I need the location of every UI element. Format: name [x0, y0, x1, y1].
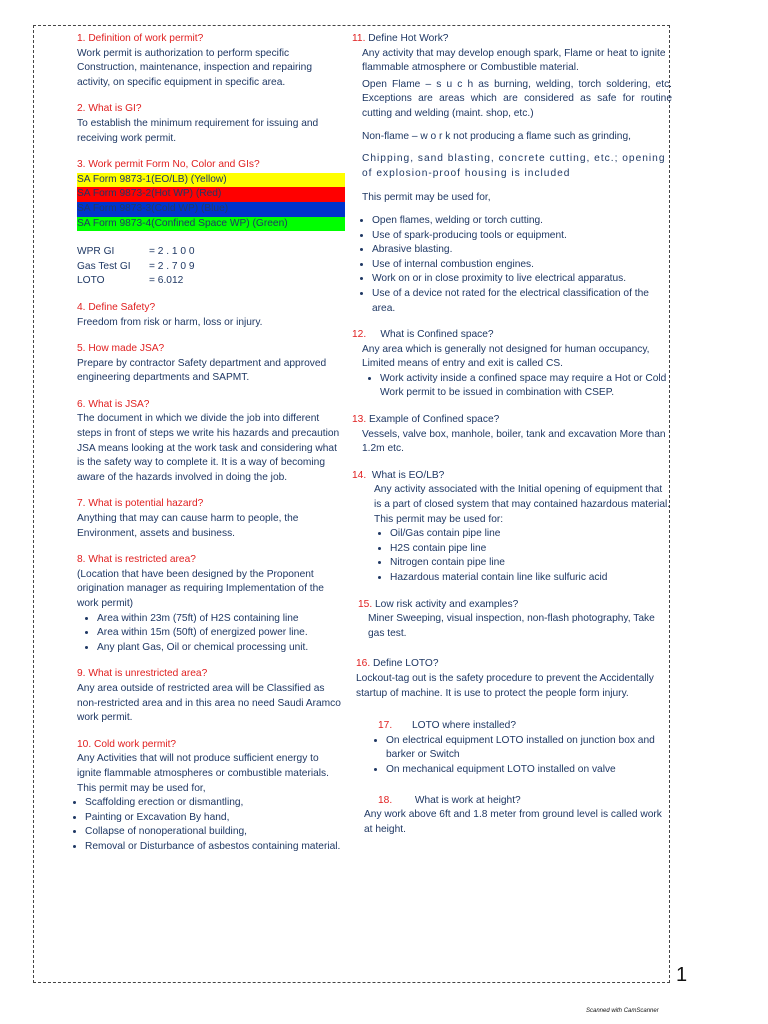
answer-8: (Location that have been designed by the Proponent origination manager as requiring Implementation of the work permit): [77, 568, 324, 609]
page-number: 1: [676, 964, 688, 986]
form-blue: SA Form 9873-3(Cold WP) (Blue): [77, 202, 345, 217]
section-5: [77, 342, 345, 386]
restricted-area-list: [77, 612, 345, 656]
answer-11-non-flame: Non-flame – w o r k not producing a flame such as grinding,: [362, 130, 631, 142]
eolb-list: [352, 527, 672, 585]
answer-14: Any activity associated with the Initial opening of equipment that is a part of closed system that may contained hazardous material.: [374, 484, 671, 511]
answer-6: The document in which we divide the job into different steps in front of steps we write his hazards and precaution JSA means looking at the work task and considering what is the safety way to complete it. It is a way of becoming aware of the hazards involved in doing the job.: [77, 413, 340, 483]
answer-11-chipping: Chipping, sand blasting, concrete cutting, etc.; opening of explosion-proof housing is included: [362, 153, 666, 179]
list-item: • Work on or in close proximity to live electrical apparatus.: [372, 272, 672, 287]
question-11: Define Hot Work?: [368, 33, 449, 44]
question-15: Low risk activity and examples?: [375, 598, 519, 610]
question-7: 7. What is potential hazard?: [77, 498, 204, 510]
list-item: • Area within 23m (75ft) of H2S containing line: [97, 612, 345, 627]
answer-13: Vessels, valve box, manhole, boiler, tank and excavation More than 1.2m etc.: [362, 428, 666, 455]
loto-list: [376, 734, 672, 778]
list-item: • Area within 15m (50ft) of energized power line.: [97, 626, 345, 641]
section-2: [77, 102, 345, 146]
answer-14-intro: This permit may be used for:: [374, 513, 504, 525]
question-9: 9. What is unrestricted area?: [77, 668, 208, 680]
list-item: • Use of spark-producing tools or equipment.: [372, 229, 672, 244]
section-14: 14. What is EO/LB? Any activity associated with the Initial opening of equipment that is a part of closed system that may contained hazardous material. This permit may be used for: • Oil/Gas contain pipe line • H2S contain pipe line • Nitrogen contain pipe line • Hazardous material contain line like sulfuric acid: [352, 469, 672, 586]
answer-10-intro: This permit may be used for,: [77, 782, 206, 794]
question-10: 10. Cold work permit?: [77, 738, 177, 750]
list-item: • H2S contain pipe line: [390, 542, 672, 557]
question-5: 5. How made JSA?: [77, 343, 165, 355]
section-10: [77, 738, 345, 855]
answer-11-intro: This permit may be used for,: [362, 192, 491, 204]
section-6: [77, 398, 345, 486]
question-17: LOTO where installed?: [412, 720, 517, 732]
list-item: • Hazardous material contain line like sulfuric acid: [390, 571, 672, 586]
answer-5: Prepare by contractor Safety department and approved engineering departments and SAPMT.: [77, 357, 327, 384]
form-red: SA Form 9873-2(Hot WP) (Red): [77, 187, 345, 202]
section-9: [77, 667, 345, 725]
list-item: • Any plant Gas, Oil or chemical processing unit.: [97, 641, 345, 656]
section-7: [77, 497, 345, 541]
question-8: 8. What is restricted area?: [77, 554, 196, 566]
section-17: 17. LOTO where installed? • On electrical equipment LOTO installed on junction box and barker or Switch • On mechanical equipment LOTO installed on valve: [352, 719, 672, 777]
section-11: 11. Define Hot Work? Any activity that may develop enough spark, Flame or heat to ignite flammable atmosphere or Combustible material. Open Flame – s u c h as burning, welding, torch soldering, etc. Exceptions are areas which are considered as safe for routine cutting and welding (maint. shop, etc.) Non-flame – w o r k not producing a flame such as grinding, Chipping, sand blasting, concrete cutting, etc.; opening of explosion-proof housing is included This permit may be used for, • Open flames, welding or torch cutting. • Use of spark-producing tools or equipment. • Abrasive blasting. • Use of internal combustion engines. • Work on or in close proximity to live electrical apparatus. • Use of a device not rated for the electrical classification of the area.: [352, 32, 672, 316]
list-item: • On mechanical equipment LOTO installed on valve: [386, 763, 672, 778]
list-item: • Use of a device not rated for the electrical classification of the area.: [372, 287, 672, 316]
question-12: What is Confined space?: [380, 329, 494, 341]
form-yellow: SA Form 9873-1(EO/LB) (Yellow): [77, 173, 345, 188]
answer-15: Miner Sweeping, visual inspection, non-flash photography, Take gas test.: [368, 613, 655, 639]
answer-16: Lockout-tag out is the safety procedure to prevent the Accidentally startup of machine. It is use to protect the people form injury.: [356, 672, 654, 699]
question-3: 3. Work permit Form No, Color and GIs?: [77, 159, 260, 171]
answer-18: Any work above 6ft and 1.8 meter from ground level is called work at height.: [364, 809, 662, 835]
answer-10: Any Activities that will not produce sufficient energy to ignite flammable atmospheres or combustible materials.: [77, 753, 329, 779]
list-item: • Open flames, welding or torch cutting.: [372, 214, 672, 229]
section-13: 13. Example of Confined space? Vessels, valve box, manhole, boiler, tank and excavation More than 1.2m etc.: [352, 413, 672, 457]
question-6: 6. What is JSA?: [77, 398, 150, 410]
question-2: 2. What is GI?: [77, 103, 142, 115]
answer-9: Any area outside of restricted area will be Classified as non-restricted area and in this area no need Saudi Aramco work permit.: [77, 682, 341, 724]
section-18: 18. What is work at height? Any work above 6ft and 1.8 meter from ground level is called work at height.: [352, 794, 672, 838]
gi-row-loto: LOTO = 6.012: [77, 275, 184, 287]
cold-work-list: [71, 796, 345, 854]
question-14: What is EO/LB?: [371, 469, 445, 481]
answer-12: Any area which is generally not designed for human occupancy, Limited means of entry and exit is called CS.: [362, 343, 650, 370]
scanner-watermark: Scanned with CamScanner: [586, 1008, 659, 1014]
section-8: [77, 553, 345, 655]
list-item: • Scaffolding erection or dismantling,: [85, 796, 345, 811]
list-item: • Nitrogen contain pipe line: [390, 556, 672, 571]
section-15: 15. Low risk activity and examples? Miner Sweeping, visual inspection, non-flash photography, Take gas test.: [352, 598, 672, 642]
question-4: 4. Define Safety?: [77, 301, 156, 313]
right-column: [352, 32, 672, 849]
list-item: • Painting or Excavation By hand,: [85, 811, 345, 826]
list-item: • Work activity inside a confined space may require a Hot or Cold Work permit to be issued in combination with CSEP.: [380, 372, 672, 401]
list-item: • Collapse of nonoperational building,: [85, 825, 345, 840]
question-13: Example of Confined space?: [369, 414, 500, 426]
answer-11-open-flame: Open Flame – s u c h as burning, welding, torch soldering, etc. Exceptions are areas which are considered as safe for routine cutting and welding (maint. shop, etc.): [362, 78, 672, 119]
answer-11: Any activity that may develop enough spark, Flame or heat to ignite flammable atmosphere or Combustible material.: [362, 47, 666, 74]
answer-2: To establish the minimum requirement for issuing and receiving work permit.: [77, 117, 319, 144]
section-3: [77, 158, 345, 289]
left-column: [77, 32, 345, 867]
gi-row-gas: Gas Test GI = 2 . 7 0 9: [77, 260, 195, 272]
question-18: What is work at height?: [414, 794, 521, 806]
question-1: 1. Definition of work permit?: [77, 33, 204, 44]
answer-7: Anything that may can cause harm to people, the Environment, assets and business.: [77, 513, 299, 539]
gi-row-wpr: WPR GI = 2 . 1 0 0: [77, 246, 195, 258]
answer-4: Freedom from risk or harm, loss or injury.: [77, 316, 263, 328]
list-item: • Abrasive blasting.: [372, 243, 672, 258]
section-16: 16. Define LOTO? Lockout-tag out is the safety procedure to prevent the Accidentally startup of machine. It is use to protect the people form injury.: [352, 657, 672, 701]
answer-1: Work permit is authorization to perform specific Construction, maintenance, inspection and repairing activity, on specific equipment in specific area.: [77, 47, 313, 88]
list-item: • Use of internal combustion engines.: [372, 258, 672, 273]
section-4: [77, 301, 345, 330]
list-item: • Oil/Gas contain pipe line: [390, 527, 672, 542]
section-12: 12. What is Confined space? Any area which is generally not designed for human occupancy, Limited means of entry and exit is called CS. • Work activity inside a confined space may require a Hot or Cold Work permit to be issued in combination with CSEP.: [352, 328, 672, 401]
hot-work-list: [352, 214, 672, 316]
form-green: SA Form 9873-4(Confined Space WP) (Green): [77, 217, 345, 232]
confined-space-list: [352, 372, 672, 401]
list-item: • Removal or Disturbance of asbestos containing material.: [85, 840, 345, 855]
section-1: [77, 32, 345, 90]
question-16: Define LOTO?: [373, 658, 439, 670]
list-item: • On electrical equipment LOTO installed on junction box and barker or Switch: [386, 734, 672, 763]
